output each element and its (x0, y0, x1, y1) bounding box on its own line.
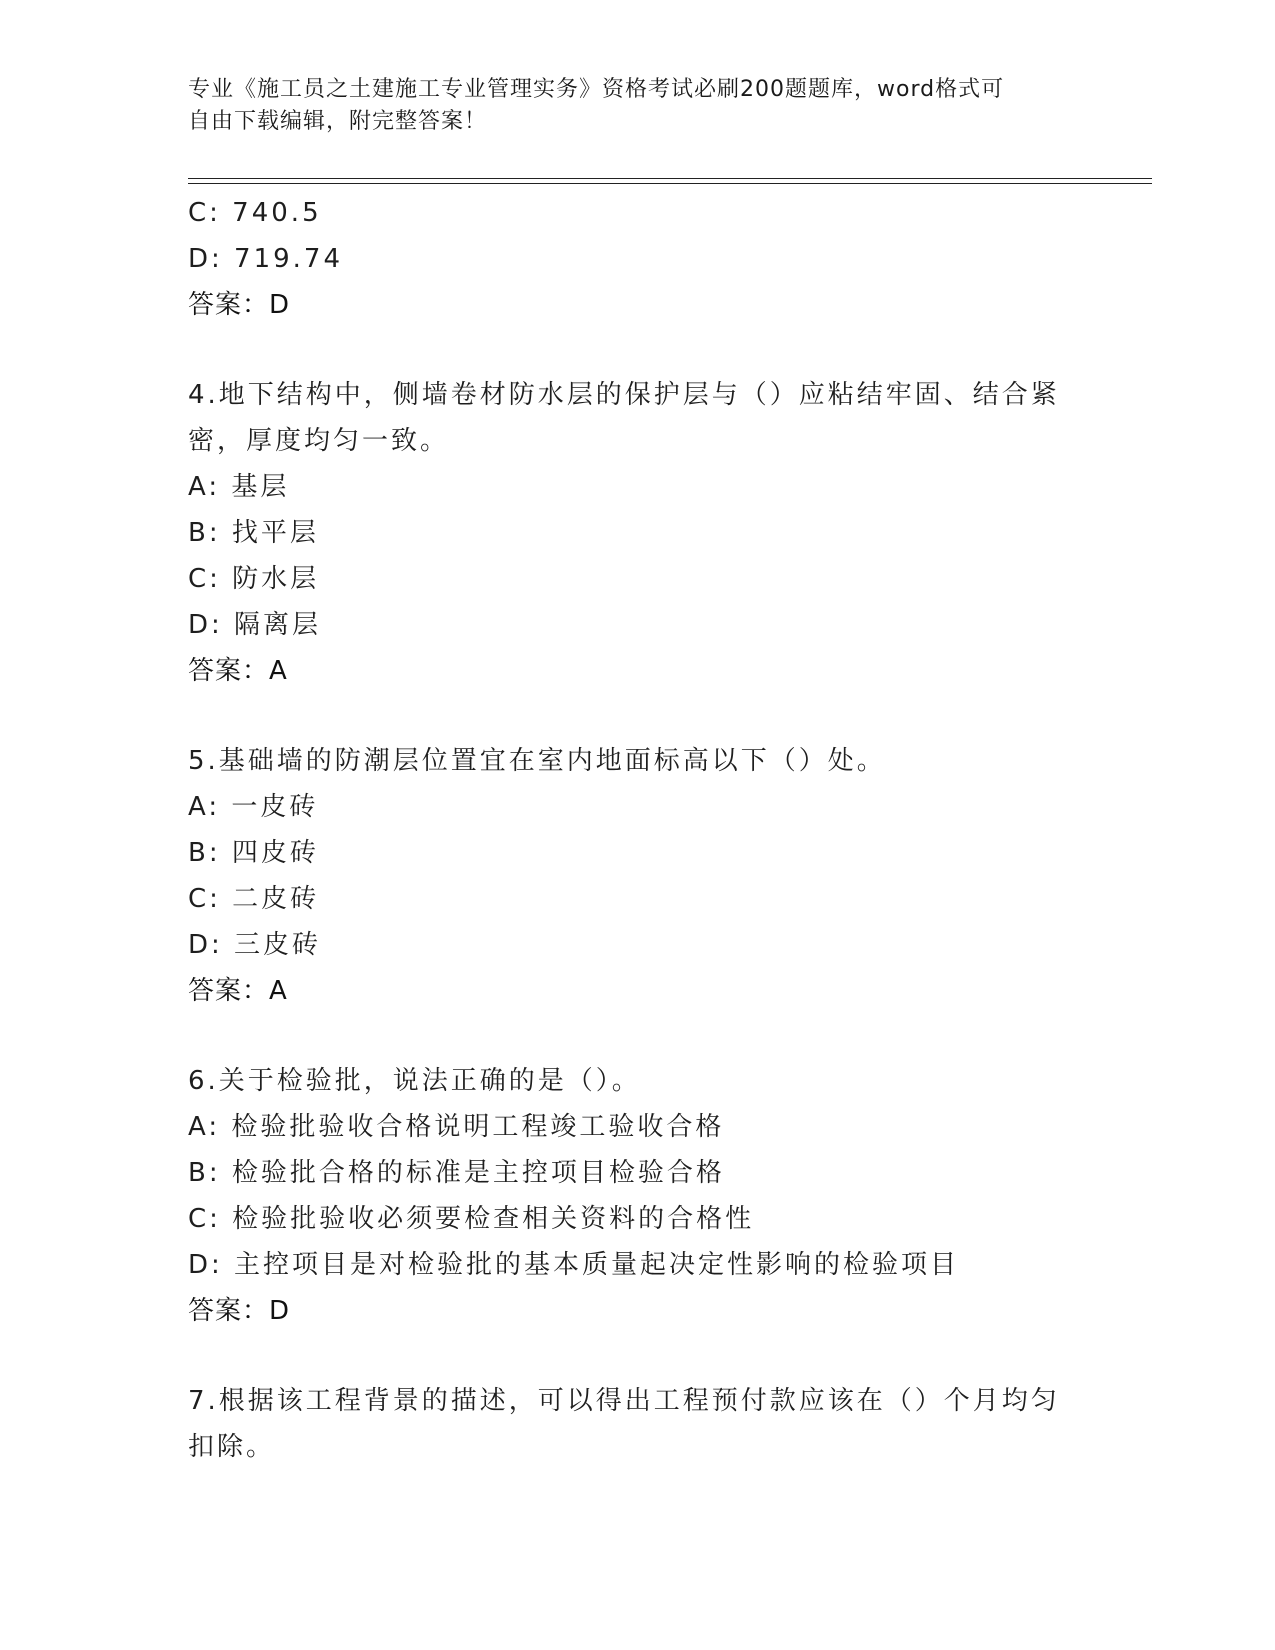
question-7 (188, 1378, 1088, 1470)
q7-stem-line-1: 7.根据该工程背景的描述，可以得出工程预付款应该在（）个月均匀 (188, 1386, 1060, 1416)
q4-answer: 答案：A (188, 656, 288, 686)
question-3 (188, 190, 1088, 328)
q4-stem-line-1: 4.地下结构中，侧墙卷材防水层的保护层与（）应粘结牢固、结合紧 (188, 380, 1060, 410)
q4-option-b: B: 找平层 (188, 518, 319, 548)
q5-option-b: B: 四皮砖 (188, 838, 319, 868)
spacer (188, 694, 1088, 738)
q6-stem-line-1: 6.关于检验批，说法正确的是（）。 (188, 1066, 641, 1096)
q4-option-c: C: 防水层 (188, 564, 320, 594)
q5-option-c: C: 二皮砖 (188, 884, 320, 914)
q3-option-d: D: 719.74 (188, 244, 344, 274)
question-list (188, 190, 1088, 1470)
header-title-line-1: 专业《施工员之土建施工专业管理实务》资格考试必刷200题题库，word格式可 (188, 77, 1005, 102)
header-title-line-2: 自由下载编辑，附完整答案！ (188, 109, 488, 134)
question-5 (188, 738, 1088, 1014)
q6-answer: 答案：D (188, 1296, 291, 1326)
q5-option-a: A: 一皮砖 (188, 792, 319, 822)
header-divider-top (188, 178, 1152, 179)
q5-answer: 答案：A (188, 976, 288, 1006)
q3-answer: 答案：D (188, 290, 291, 320)
q6-option-d: D: 主控项目是对检验批的基本质量起决定性影响的检验项目 (188, 1250, 960, 1280)
spacer (188, 1334, 1088, 1378)
page-header (188, 74, 1068, 138)
q5-option-d: D: 三皮砖 (188, 930, 322, 960)
q7-stem-line-2: 扣除。 (188, 1432, 276, 1462)
question-6 (188, 1058, 1088, 1334)
q4-option-d: D: 隔离层 (188, 610, 322, 640)
q5-stem-line-1: 5.基础墙的防潮层位置宜在室内地面标高以下（）处。 (188, 746, 886, 776)
q3-option-c: C: 740.5 (188, 198, 322, 228)
q4-stem-line-2: 密，厚度均匀一致。 (188, 426, 450, 456)
question-4 (188, 372, 1088, 694)
spacer (188, 1014, 1088, 1058)
header-divider-bottom (188, 183, 1152, 184)
spacer (188, 328, 1088, 372)
q6-option-a: A: 检验批验收合格说明工程竣工验收合格 (188, 1112, 725, 1142)
q6-option-b: B: 检验批合格的标准是主控项目检验合格 (188, 1158, 725, 1188)
q4-option-a: A: 基层 (188, 472, 290, 502)
q6-option-c: C: 检验批验收必须要检查相关资料的合格性 (188, 1204, 755, 1234)
